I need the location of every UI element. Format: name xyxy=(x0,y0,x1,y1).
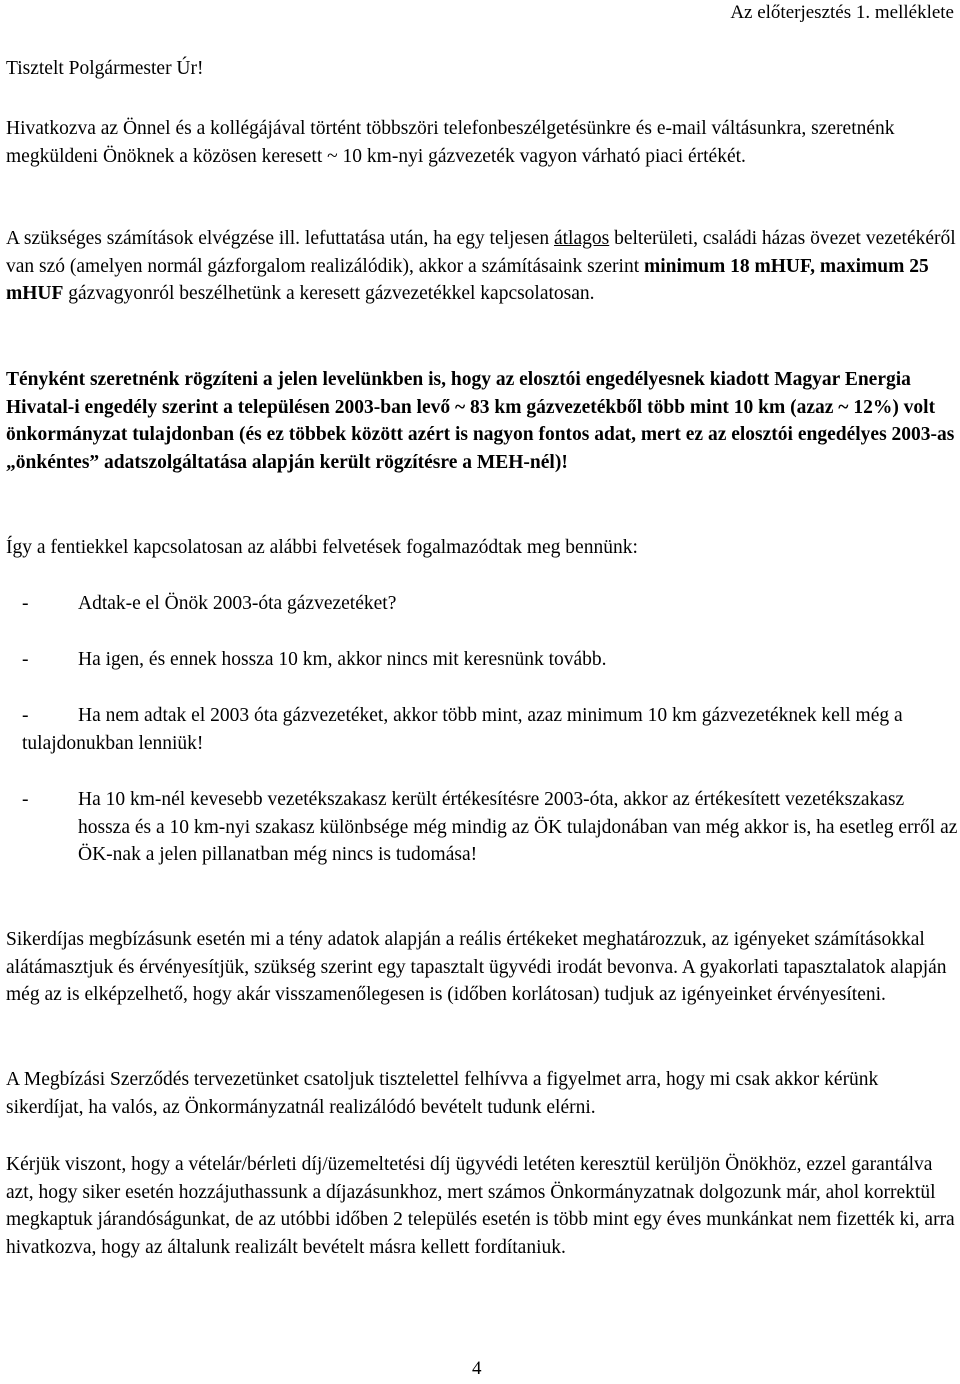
list-item-text: Ha 10 km-nél kevesebb vezetékszakasz került értékesítésre 2003-óta, akkor az értékesített vezetékszakasz hossza és a 10 km-nyi szakasz különbsége még mindig az ÖK tulajdonában van még akkor is, ha esetleg erről az ÖK-nak a jelen pillanatban még nincs is tudomása! xyxy=(78,789,958,866)
paragraph-questions-intro: Így a fentiekkel kapcsolatosan az alábbi felvetések fogalmazódtak meg bennünk: xyxy=(6,537,638,558)
paragraph-success-fee: Sikerdíjas megbízásunk esetén mi a tény adatok alapján a reális értékeket meghatározzuk, az igényeket számításokkal alátámasztjuk és érvényesítjük, szükség szerint egy tapasztalt ügyvédi irodát bevonva. A gyakorlati tapasztalatok alapján még az is elképzelhető, hogy akár visszamenőlegesen is (időben korlátosan) tudjuk az igényeinket érvényesíteni. xyxy=(6,929,947,1006)
attachment-label: Az előterjesztés 1. melléklete xyxy=(730,2,954,23)
paragraph-contract: A Megbízási Szerződés tervezetünket csatoljuk tisztelettel felhívva a figyelmet arra, hogy mi csak akkor kérünk sikerdíjat, ha valós, az Önkormányzatnál realizálódó bevételt tudunk elérni. xyxy=(6,1069,879,1118)
value-range: minimum 18 mHUF, maximum 25 mHUF xyxy=(6,255,929,305)
list-dash: - xyxy=(22,593,29,614)
list-item-text: Adtak-e el Önök 2003-óta gázvezetéket? xyxy=(78,593,397,614)
list-dash: - xyxy=(22,649,29,670)
list-item-text: Ha igen, és ennek hossza 10 km, akkor nincs mit keresnünk tovább. xyxy=(78,649,607,670)
paragraph-intro: Hivatkozva az Önnel és a kollégájával történt többszöri telefonbeszélgetésünkre és e-mail váltásunkra, szeretnénk megküldeni Önöknek a közösen keresett ~ 10 km-nyi gázvezeték vagyon várható piaci értékét. xyxy=(6,118,895,167)
salutation: Tisztelt Polgármester Úr! xyxy=(6,58,204,79)
underlined-word: átlagos xyxy=(553,228,610,249)
paragraph-calculation-part1: A szükséges számítások elvégzése ill. lefuttatása után, ha egy teljesen xyxy=(6,228,554,249)
list-item-text: Ha nem adtak el 2003 óta gázvezetéket, akkor több mint, azaz minimum 10 km gázvezetéknek kell még a tulajdonukban lenniük! xyxy=(22,705,903,754)
paragraph-calculation-part2: belterületi, családi házas övezet vezetékéről van szó (amelyen normál gázforgalom realizálódik), akkor a számításaink szerint xyxy=(6,228,956,277)
list-dash: - xyxy=(22,789,29,810)
list-dash: - xyxy=(22,705,29,726)
paragraph-escrow-request: Kérjük viszont, hogy a vételár/bérleti díj/üzemeltetési díj ügyvédi letéten keresztül kerüljön Önökhöz, ezzel garantálva azt, hogy siker esetén hozzájuthassunk a díjazásunkhoz, mert számos Önkormányzatnak dolgozunk már, ahol korrektül megkaptuk járandóságunkat, de az utóbbi időben 2 település esetén is több mint egy éves munkánkat nem fizették ki, arra hivatkozva, hogy az általunk realizált bevételt másra kellett fordítaniuk. xyxy=(6,1154,955,1258)
page-number: 4 xyxy=(472,1358,482,1379)
paragraph-fact-statement: Tényként szeretnénk rögzíteni a jelen levelünkben is, hogy az elosztói engedélyesnek kiadott Magyar Energia Hivatal-i engedély szerint a településen 2003-ban levő ~ 83 km gázvezetékből több mint 10 km (azaz ~ 12%) volt önkormányzat tulajdonban (és ez többek között azért is nagyon fontos adat, mert ez az elosztói engedélyes 2003-as „önkéntes” adatszolgáltatása alapján került rögzítésre a MEH-nél)! xyxy=(6,369,955,473)
paragraph-calculation-part3: gázvagyonról beszélhetünk a keresett gázvezetékkel kapcsolatosan. xyxy=(63,283,595,305)
paragraph-calculation xyxy=(6,225,956,308)
